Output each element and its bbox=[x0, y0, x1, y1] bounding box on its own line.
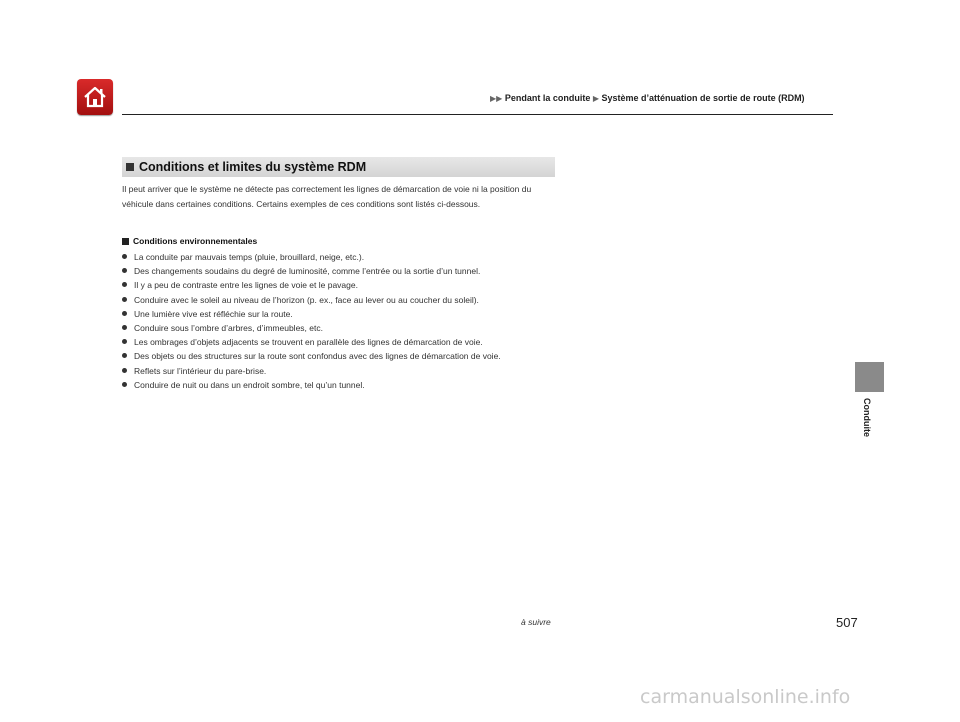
continued-note: à suivre bbox=[521, 617, 551, 627]
intro-paragraph: Il peut arriver que le système ne détecte pas correctement les lignes de démarcation de voie ni la position du véhicule dans certaines conditions. Certains exemples de ces conditions sont listés ci-dessous. bbox=[122, 184, 532, 209]
home-icon bbox=[82, 85, 108, 109]
breadcrumb-link-driving[interactable]: Pendant la conduite bbox=[504, 93, 591, 103]
header-divider bbox=[122, 114, 833, 115]
breadcrumb-arrow-icon: ▶ bbox=[592, 94, 600, 103]
home-button[interactable] bbox=[77, 79, 113, 115]
bullet-icon bbox=[122, 254, 127, 259]
breadcrumb-arrow-icon: ▶▶ bbox=[490, 94, 503, 103]
bullet-icon bbox=[122, 368, 127, 373]
list-item: Conduire sous l’ombre d’arbres, d’immeubles, etc. bbox=[122, 321, 562, 335]
list-item: La conduite par mauvais temps (pluie, brouillard, neige, etc.). bbox=[122, 250, 562, 264]
watermark: carmanualsonline.info bbox=[640, 686, 851, 708]
bullet-icon bbox=[122, 325, 127, 330]
breadcrumb-current: Système d’atténuation de sortie de route (RDM) bbox=[601, 93, 805, 103]
bullet-icon bbox=[122, 353, 127, 358]
list-item: Conduire de nuit ou dans un endroit sombre, tel qu’un tunnel. bbox=[122, 378, 562, 392]
subsection-heading bbox=[122, 236, 257, 246]
chapter-tab[interactable] bbox=[855, 362, 884, 392]
list-item: Des objets ou des structures sur la route sont confondus avec des lignes de démarcation de voie. bbox=[122, 349, 562, 363]
bullet-icon bbox=[122, 282, 127, 287]
square-bullet-icon bbox=[126, 163, 134, 171]
list-item: Conduire avec le soleil au niveau de l’horizon (p. ex., face au lever ou au coucher du soleil). bbox=[122, 293, 562, 307]
section-title: Conditions et limites du système RDM bbox=[139, 160, 367, 174]
bullet-icon bbox=[122, 339, 127, 344]
subsection-title: Conditions environnementales bbox=[133, 236, 258, 246]
bullet-icon bbox=[122, 311, 127, 316]
conditions-list bbox=[122, 250, 562, 392]
bullet-icon bbox=[122, 268, 127, 273]
bullet-icon bbox=[122, 297, 127, 302]
bullet-icon bbox=[122, 382, 127, 387]
list-item: Une lumière vive est réfléchie sur la route. bbox=[122, 307, 562, 321]
breadcrumb bbox=[490, 93, 805, 103]
list-item: Il y a peu de contraste entre les lignes de voie et le pavage. bbox=[122, 278, 562, 292]
square-bullet-icon bbox=[122, 238, 129, 245]
list-item: Les ombrages d’objets adjacents se trouvent en parallèle des lignes de démarcation de voie. bbox=[122, 335, 562, 349]
page-number: 507 bbox=[836, 615, 858, 630]
list-item: Reflets sur l’intérieur du pare-brise. bbox=[122, 364, 562, 378]
list-item: Des changements soudains du degré de luminosité, comme l’entrée ou la sortie d’un tunnel. bbox=[122, 264, 562, 278]
section-heading bbox=[122, 157, 555, 177]
chapter-tab-label[interactable]: Conduite bbox=[862, 398, 872, 437]
